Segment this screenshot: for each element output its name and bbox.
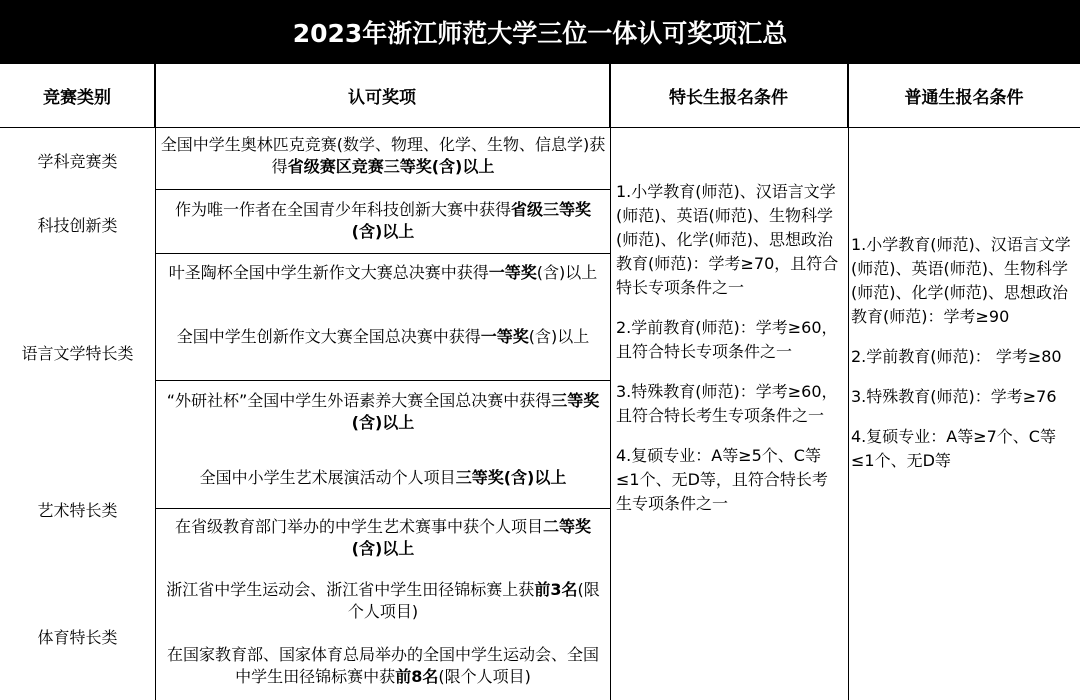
special-conditions xyxy=(616,180,842,532)
header-award: 认可奖项 xyxy=(155,64,610,128)
award-item: 在国家教育部、国家体育总局举办的全国中学生运动会、全国中学生田径锦标赛中获前8名(限个人项目) xyxy=(166,645,599,686)
special-condition-item: 3.特殊教育(师范)：学考≥60，且符合特长考生专项条件之一 xyxy=(616,382,838,425)
award-item: 在省级教育部门举办的中学生艺术赛事中获个人项目二等奖(含)以上 xyxy=(174,517,592,558)
category-language-literature: 语言文学特长类 xyxy=(21,344,134,363)
award-item: 全国中学生奥林匹克竞赛(数学、物理、化学、生物、信息学)获得省级赛区竞赛三等奖(含)以上 xyxy=(160,135,606,176)
award-item: 浙江省中学生运动会、浙江省中学生田径锦标赛上获前3名(限个人项目) xyxy=(166,580,600,621)
category-science-tech: 科技创新类 xyxy=(37,216,118,235)
general-condition-item: 3.特殊教育(师范)：学考≥76 xyxy=(851,387,1057,406)
header-general-condition: 普通生报名条件 xyxy=(848,64,1080,128)
category-sports: 体育特长类 xyxy=(37,628,118,647)
award-item: 叶圣陶杯全国中学生新作文大赛总决赛中获得一等奖(含)以上 xyxy=(168,263,598,282)
special-condition-item: 4.复硕专业：A等≥5个、C等≤1个、无D等，且符合特长考生专项条件之一 xyxy=(616,446,828,513)
general-condition-item: 4.复硕专业：A等≥7个、C等≤1个、无D等 xyxy=(851,427,1056,470)
column-divider xyxy=(610,64,611,700)
column-divider xyxy=(155,64,156,700)
row-divider xyxy=(155,380,610,381)
column-divider xyxy=(848,64,849,700)
general-condition-item: 2.学前教育(师范)： 学考≥80 xyxy=(851,347,1062,366)
category-art: 艺术特长类 xyxy=(37,501,118,520)
special-condition-item: 1.小学教育(师范)、汉语言文学(师范)、英语(师范)、生物科学(师范)、化学(师范)、思想政治教育(师范)：学考≥70，且符合特长专项条件之一 xyxy=(616,182,839,297)
page-title: 2023年浙江师范大学三位一体认可奖项汇总 xyxy=(0,0,1080,64)
header-category: 竞赛类别 xyxy=(0,64,155,128)
award-item: 作为唯一作者在全国青少年科技创新大赛中获得省级三等奖(含)以上 xyxy=(174,200,592,241)
header-special-condition: 特长生报名条件 xyxy=(610,64,848,128)
special-condition-item: 2.学前教育(师范)：学考≥60，且符合特长专项条件之一 xyxy=(616,318,838,361)
award-item: “外研社杯”全国中学生外语素养大赛全国总决赛中获得三等奖(含)以上 xyxy=(166,391,600,432)
row-divider xyxy=(155,508,610,509)
award-item: 全国中学生创新作文大赛全国总决赛中获得一等奖(含)以上 xyxy=(176,327,590,346)
general-conditions xyxy=(851,233,1076,489)
general-condition-item: 1.小学教育(师范)、汉语言文学(师范)、英语(师范)、生物科学(师范)、化学(师范)、思想政治教育(师范)：学考≥90 xyxy=(851,235,1071,326)
row-divider xyxy=(155,253,610,254)
award-item: 全国中小学生艺术展演活动个人项目三等奖(含)以上 xyxy=(199,468,567,487)
category-academic: 学科竞赛类 xyxy=(37,152,118,171)
row-divider xyxy=(155,189,610,190)
